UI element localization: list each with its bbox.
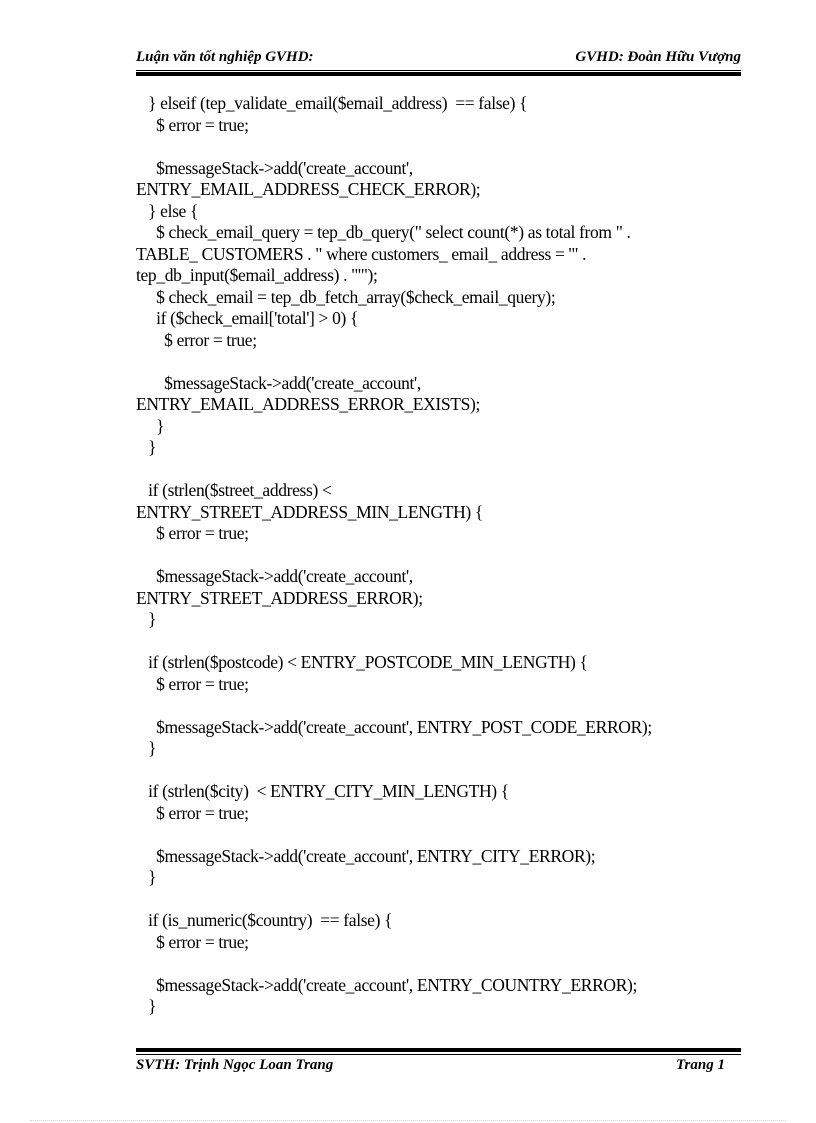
code-line: $ check_email = tep_db_fetch_array($check_email_query); [136, 286, 556, 307]
code-line: ENTRY_EMAIL_ADDRESS_ERROR_EXISTS); [136, 394, 480, 414]
footer-rule-thin [136, 1054, 741, 1055]
header-advisor: GVHD: Đoàn Hữu Vượng [575, 49, 741, 65]
footer-rule-thick [136, 1048, 741, 1052]
code-line: if (strlen($postcode) < ENTRY_POSTCODE_MIN_LENGTH) { [136, 652, 588, 672]
code-line: $ error = true; [136, 523, 249, 543]
page-header [136, 47, 741, 69]
code-line: ENTRY_STREET_ADDRESS_ERROR); [136, 587, 423, 608]
code-line: $messageStack->add('create_account', [136, 566, 413, 586]
code-line: ENTRY_STREET_ADDRESS_MIN_LENGTH) { [136, 501, 483, 522]
page-edge-divider [30, 1120, 786, 1121]
code-line: $ error = true; [136, 114, 249, 135]
header-thesis-title: Luận văn tốt nghiệp GVHD: [136, 49, 314, 65]
footer-student: SVTH: Trịnh Ngọc Loan Trang [136, 1057, 334, 1073]
code-line: if (strlen($street_address) < [136, 480, 332, 500]
code-line: if (strlen($city) < ENTRY_CITY_MIN_LENGTH) { [136, 781, 509, 801]
header-rule-thick [136, 72, 741, 76]
code-line: $messageStack->add('create_account', ENTRY_POST_CODE_ERROR); [136, 716, 652, 737]
header-rule-thin [136, 70, 741, 71]
code-line: } else { [136, 200, 199, 221]
code-line: $ error = true; [136, 931, 249, 952]
code-line: } elseif (tep_validate_email($email_address) == false) { [136, 93, 528, 113]
code-line: $messageStack->add('create_account', ENTRY_CITY_ERROR); [136, 845, 596, 866]
code-line: } [136, 738, 157, 758]
code-line: } [136, 867, 157, 887]
code-line: } [136, 437, 157, 457]
code-line: tep_db_input($email_address) . "'"); [136, 265, 378, 285]
code-line: $ error = true; [136, 329, 257, 350]
code-line: $messageStack->add('create_account', ENTRY_COUNTRY_ERROR); [136, 974, 638, 995]
code-line: $messageStack->add('create_account', [136, 157, 413, 178]
page-footer [136, 1057, 741, 1079]
code-line: $messageStack->add('create_account', [136, 372, 421, 393]
code-line: } [136, 609, 157, 629]
code-line: } [136, 996, 157, 1016]
code-line: if (is_numeric($country) == false) { [136, 910, 393, 930]
footer-page-number: Trang 1 [675, 1057, 725, 1073]
code-line: $ error = true; [136, 673, 249, 694]
code-line: } [136, 415, 165, 436]
code-line: $ error = true; [136, 802, 249, 823]
code-line: ENTRY_EMAIL_ADDRESS_CHECK_ERROR); [136, 179, 481, 199]
code-line: TABLE_ CUSTOMERS . " where customers_ email_ address = '" . [136, 243, 587, 264]
code-line: if ($check_email['total'] > 0) { [136, 308, 359, 328]
code-line: $ check_email_query = tep_db_query(" select count(*) as total from " . [136, 222, 631, 242]
